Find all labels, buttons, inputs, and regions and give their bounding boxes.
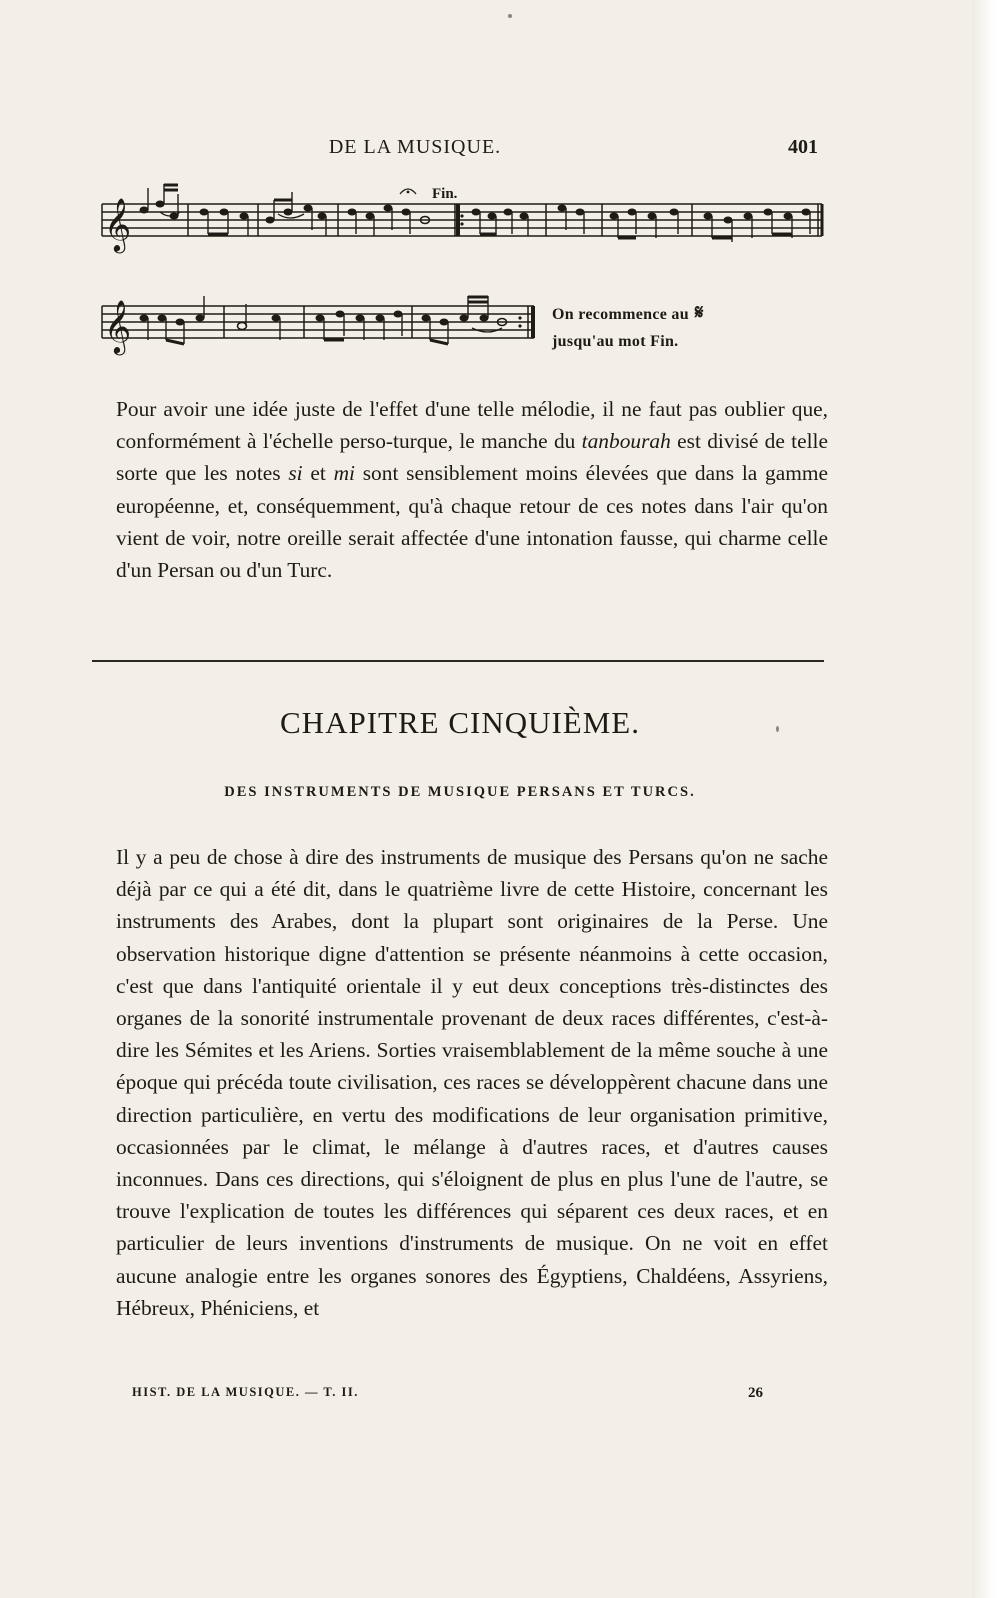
paper-speck — [776, 726, 779, 732]
svg-text:𝄞: 𝄞 — [104, 197, 132, 251]
signature-number: 26 — [748, 1385, 763, 1401]
page-number: 401 — [788, 136, 818, 158]
repeat-instruction-line1: On recommence au — [552, 306, 689, 323]
music-staff-2 — [100, 292, 540, 362]
section-divider — [92, 660, 824, 662]
running-title: DE LA MUSIQUE. — [328, 136, 502, 158]
paragraph2-text: Il y a peu de chose à dire des instruments de musique des Persans qu'on ne sache déjà par ce qui a été dit, dans le quatrième livre de cette Histoire, concernant les instruments des Arabes, dont la plupart sont originaires de la Perse. Une observation historique digne d'attention se présente néanmoins à cette occasion, c'est que dans l'antiquité orientale il y eut deux conceptions très-distinctes des organes de la sonorité instrumentale provenant de deux races différentes, c'est-à-dire les Sémites et les Ariens. Sorties vraisemblablement de la même souche à une époque qui précéda toute civilisation, ces races se développèrent chacune dans une direction particulière, en vertu des modifications de leur organisation primitive, occasionnées par le climat, le mélange à d'autres races, et d'autres causes inconnues. Dans ces directions, qui s'éloignent de plus en plus l'une de l'autre, se trouve l'explication de toutes les différences qui séparent ces deux races, et en particulier de leurs inventions d'instruments de musique. On ne voit en effet aucune analogie entre les organes sonores des Égyptiens, Chaldéens, Assyriens, Hébreux, Phéniciens, et — [116, 845, 828, 1320]
svg-text:𝄞: 𝄞 — [104, 299, 132, 353]
note-mi: mi — [333, 461, 355, 486]
note-si: si — [288, 461, 303, 486]
repeat-instruction-line2: jusqu'au mot Fin. — [552, 333, 679, 350]
segno-icon: 𝄋 — [694, 302, 704, 324]
music-staff-1 — [100, 180, 825, 260]
paragraph1-text-d: sont sensiblement moins élevées que dans la gamme européenne, et, conséquemment, qu'à chaque retour de ces notes dans l'air qu'on vient de voir, notre oreille serait affectée d'une intonation fausse, qui charme celle d'un Persan ou d'un Turc. — [116, 461, 828, 583]
chapter-title: CHAPITRE CINQUIÈME. — [280, 705, 640, 740]
page-edge — [972, 0, 1000, 1598]
repeat-instruction — [552, 300, 704, 355]
fin-label: Fin. — [432, 186, 458, 202]
paragraph1-text-b: est divisé de telle sorte que les notes — [116, 429, 828, 486]
chapter-subtitle: DES INSTRUMENTS DE MUSIQUE PERSANS ET TURCS. — [224, 784, 696, 800]
printer-signature: HIST. DE LA MUSIQUE. — T. II. — [132, 1385, 359, 1399]
paragraph-instruments — [116, 841, 828, 1324]
paragraph1-text-a: Pour avoir une idée juste de l'effet d'une telle mélodie, il ne faut pas oublier que, conformément à l'échelle perso-turque, le manche du — [116, 397, 828, 454]
term-tanbourah: tanbourah — [581, 429, 671, 454]
paragraph-tanbourah — [116, 393, 828, 586]
paragraph1-text-c: et — [302, 461, 334, 486]
paper-speck — [508, 14, 512, 18]
